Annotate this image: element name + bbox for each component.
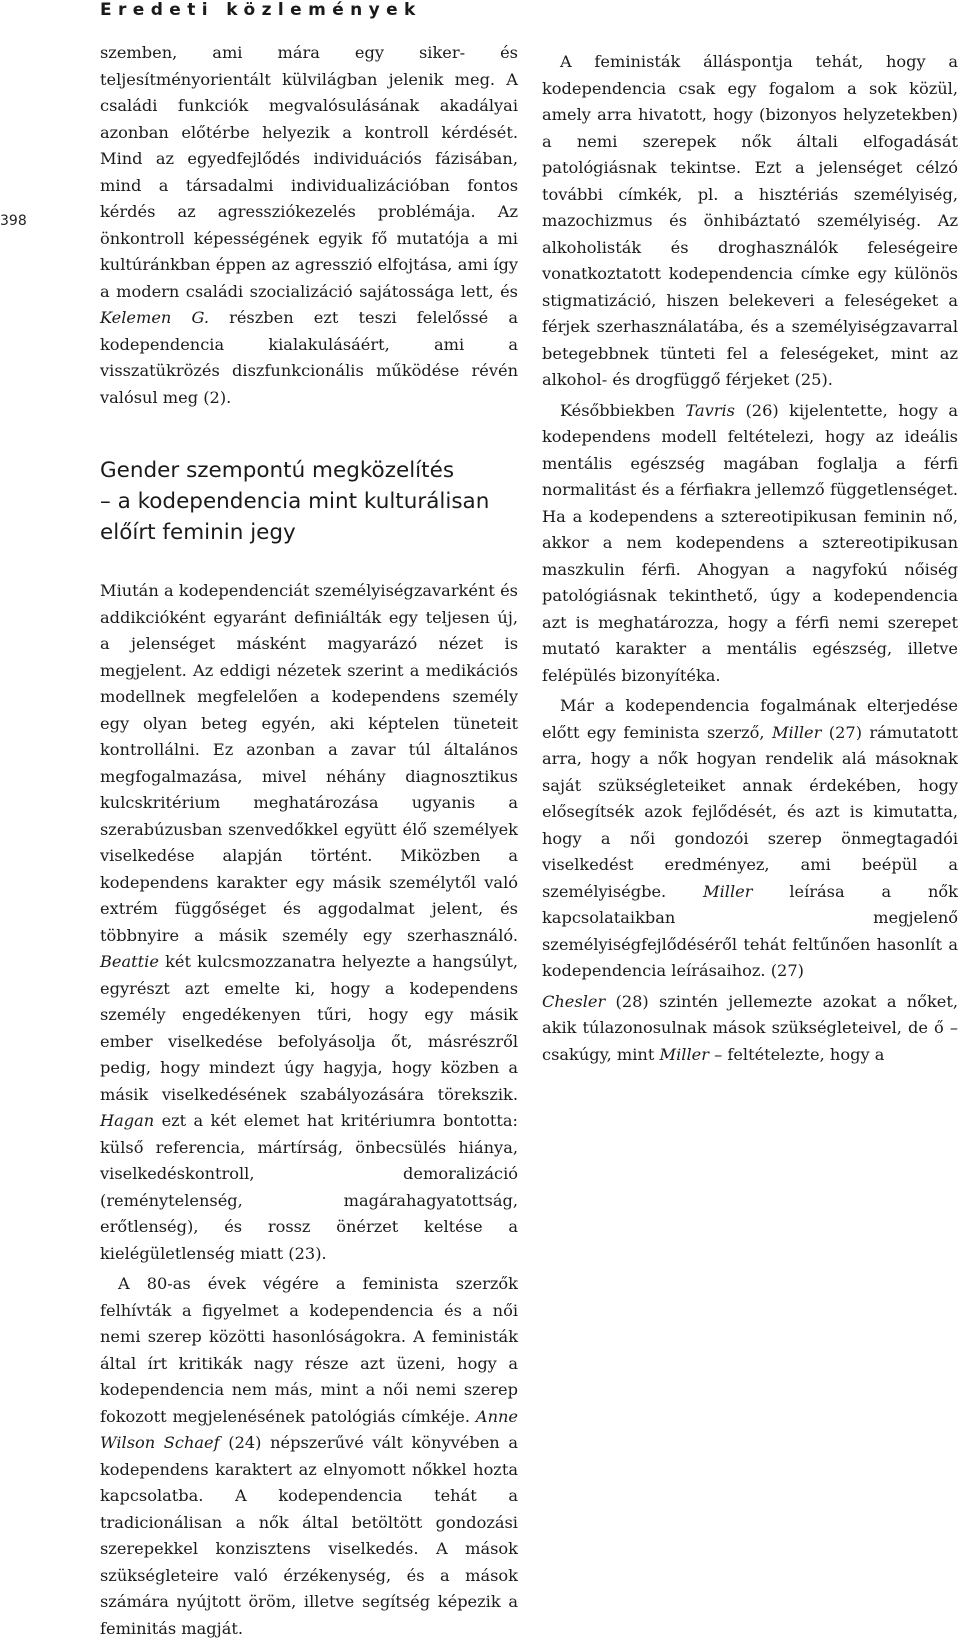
author-name: Chesler <box>542 991 606 1011</box>
paragraph: A 80-as évek végére a feminista szerzők felhívták a figyelmet a kodependencia és a női nemi szerep közötti hasonlóságokra. A feministák által írt kritikák nagy része azt üzeni, hogy a kodependencia nem más, mint a női nemi szerep fokozott megjelenésének patológiás címkéje. Anne Wilson Schaef (24) népszerűvé vált könyvében a kodependens karaktert az elnyomott nőkkel hozta kapcsolatba. A kodependencia tehát a tradicionálisan a nők által betöltött gondozási szerepekkel konzisztens viselkedés. A mások szükségleteire való érzékenység, és a mások számára nyújtott öröm, illetve segítség képezik a feminitás magját. <box>100 1274 518 1638</box>
paragraph: Chesler (28) szintén jellemezte azokat a nőket, akik túlazonosulnak mások szükségleteivel, de ő – csakúgy, mint Miller – feltételezte, hogy a <box>542 991 958 1064</box>
author-name: Kelemen G. <box>100 308 209 327</box>
heading-line: Gender szempontú megközelítés <box>100 458 455 483</box>
author-name: Tavris <box>685 400 735 420</box>
author-name: Miller <box>771 722 822 742</box>
paragraph: A feministák álláspontja tehát, hogy a kodependencia csak egy fogalom a sok közül, amely arra hivatott, hogy (bizonyos helyzetekben) a nemi szerepek nők általi elfogadását patológiásnak tekintse. Ezt a jelenséget célzó további címkék, pl. a hisztériás személyiség, mazochizmus és önhibáztató személyiség. Az alkoholisták és droghasználók feleségeire vonatkoztatott kodependencia címke egy különös stigmatizáció, hiszen belekeveri a feleségeket a férjek szerhasználatába, és a személyiségzavarral betegebbnek tünteti fel a feleségeket, mint az alkohol- és drogfüggő férjeket (25). <box>542 52 958 389</box>
heading-line: – a kodependencia mint kulturálisan <box>100 489 490 514</box>
author-name: Miller <box>703 881 753 901</box>
paragraph: Már a kodependencia fogalmának elterjedése előtt egy feminista szerző, Miller (27) rámutatott arra, hogy a nők hogyan rendelik alá másoknak saját szükségleteiket annak érdekében, hogy elősegítsék azok fejlődését, és azt is kimutatta, hogy a női gondozói szerep önmegtagadói viselkedést eredményez, ami beépül a személyiségbe. Miller leírása a nők kapcsolataikban megjelenő személyiségfejlődéséről tehát feltűnően hasonlít a kodependencia leírásaihoz. (27) <box>542 696 959 980</box>
author-name: Hagan <box>100 1111 155 1130</box>
section-heading <box>100 455 518 548</box>
author-name: Anne Wilson Schaef <box>100 1406 518 1452</box>
author-name: Miller <box>659 1044 709 1064</box>
paragraph: Későbbiekben Tavris (26) kijelentette, hogy a kodependens modell feltételezi, hogy az ideális mentális egészség magában foglalja a férfi normalitást és a férfiakra jellemző függetlenséget. Ha a kodependens a sztereotipikusan feminin nő, akkor a nem kodependens a sztereotipikusan maszkulin férfi. Ahogyan a nagyfokú nőiség patológiásnak tekinthető, úgy a kodependencia azt is meghatározza, hogy a férfi nemi szerepet mutató karakter a mentális egészség, illetve felépülés bizonyítéka. <box>542 400 958 685</box>
paragraph: Miután a kodependenciát személyiségzavarként és addikcióként egyaránt definiálták egy teljesen új, a jelenséget másként magyarázó nézet is megjelent. Az eddigi nézetek szerint a medikációs modellnek megfelelően a kodependens személy egy olyan beteg egyén, aki képtelen tüneteit kontrollálni. Ez azonban a zavar túl általános megfogalmazása, mivel néhány diagnosztikus kulcskritérium meghatározása ugyanis a szerabúzusban szenvedőkkel együtt élő személyek viselkedése alapján történt. Miközben a kodependens karakter egy másik személytől való extrém függőséget és aggodalmat jelent, és többnyire a másik személy egy szerhasználó. Beattie két kulcsmozzanatra helyezte a hangsúlyt, egyrészt azt emelte ki, hogy a kodependens személy engedékenyen tűri, hogy egy másik ember viselkedése befolyásolja őt, másrészről pedig, hogy mindezt úgy hagyja, hogy közben a másik viselkedésének szabályozására törekszik. Hagan ezt a két elemet hat kritériumra bontotta: külső referencia, mártírság, önbecsülés hiánya, viselkedéskontroll, demoralizáció (reménytelenség, magárahagyatottság, erőtlenség), és rossz önérzet keltése a kielégületlenség miatt (23). <box>100 581 518 1263</box>
paragraph-continued: szemben, ami mára egy siker- és teljesítményorientált külvilágban jelenik meg. A családi funkciók megvalósulásának akadályai azonban előtérbe helyezik a kontroll kérdését. Mind az egyedfejlődés individuációs fázisában, mind a társadalmi individualizációban fontos kérdés az agressziókezelés problémája. Az önkontroll képességének egyik fő mutatója a mi kultúránkban éppen az agresszió elfojtása, ami így a modern családi szocializáció sajátossága lett, és Kelemen G. részben ezt teszi felelőssé a kodependencia kialakulásáért, ami a visszatükrözés diszfunkcionális működése révén valósul meg (2). <box>100 43 518 407</box>
section-header: Eredeti közlemények <box>100 0 422 20</box>
right-column <box>542 45 958 1068</box>
left-column <box>100 40 518 1642</box>
page-number: 398 <box>0 213 27 229</box>
author-name: Beattie <box>100 952 159 971</box>
heading-line: előírt feminin jegy <box>100 520 296 545</box>
